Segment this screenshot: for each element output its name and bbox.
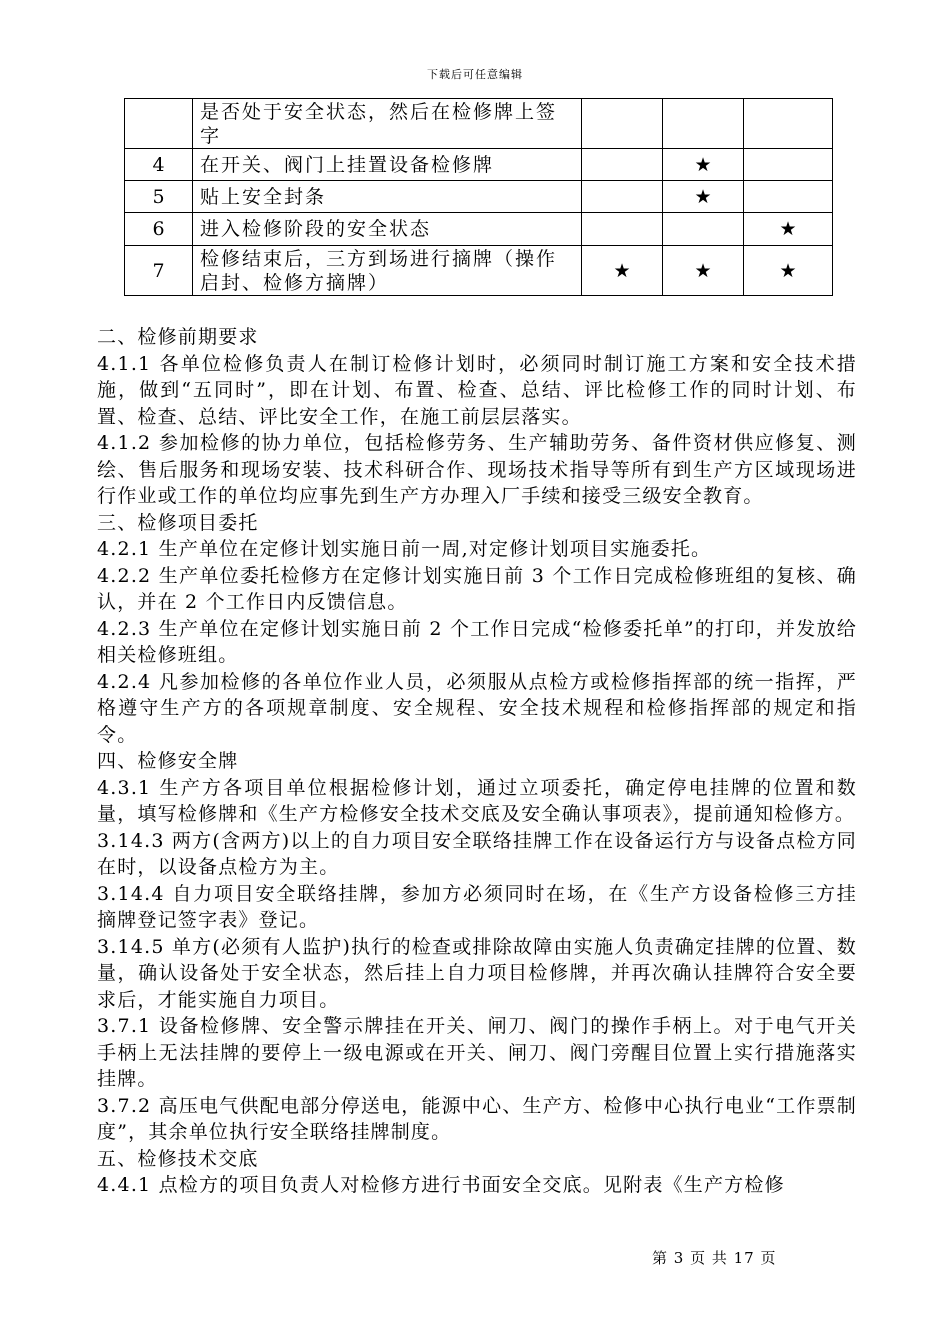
section-heading: 四、检修安全牌 (97, 750, 239, 772)
mark-cell: ★ (582, 246, 663, 296)
page-number: 第 3 页 共 17 页 (652, 1249, 777, 1267)
section-heading: 二、检修前期要求 (97, 326, 259, 348)
steps-table (124, 98, 833, 296)
mark-cell (744, 181, 833, 213)
row-description: 进入检修阶段的安全状态 (193, 213, 582, 246)
mark-cell: ★ (744, 246, 833, 296)
document-body (97, 324, 857, 1199)
mark-cell (582, 149, 663, 181)
mark-cell (582, 181, 663, 213)
page-header: 下载后可任意编辑 (427, 68, 523, 81)
row-number: 5 (125, 181, 193, 213)
table-row (125, 213, 833, 246)
row-number: 7 (125, 246, 193, 296)
mark-cell (663, 213, 744, 246)
paragraph: 4.2.4 凡参加检修的各单位作业人员，必须服从点检方或检修指挥部的统一指挥，严格遵守生产方的各项规章制度、安全规程、安全技术规程和检修指挥部的规定和指令。 (97, 670, 857, 746)
section-heading: 五、检修技术交底 (97, 1147, 259, 1170)
paragraph: 4.2.2 生产单位委托检修方在定修计划实施日前 3 个工作日完成检修班组的复核、确认，并在 2 个工作日内反馈信息。 (97, 564, 858, 613)
table-row (125, 246, 833, 296)
mark-cell (744, 149, 833, 181)
table-row (125, 99, 833, 149)
paragraph: 4.1.2 参加检修的协力单位，包括检修劳务、生产辅助劳务、备件资材供应修复、测绘、售后服务和现场安装、技术科研合作、现场技术指导等所有到生产方区域现场进行作业或工作的单位均应事先到生产方办理入厂手续和接受三级安全教育。 (97, 432, 857, 507)
table-row (125, 181, 833, 213)
mark-cell: ★ (663, 246, 744, 296)
paragraph: 3.14.4 自力项目安全联络挂牌，参加方必须同时在场，在《生产方设备检修三方挂摘牌登记签字表》登记。 (97, 882, 857, 931)
mark-cell: ★ (744, 213, 833, 246)
mark-cell: ★ (663, 181, 744, 213)
mark-cell (744, 99, 833, 149)
paragraph: 4.2.3 生产单位在定修计划实施日前 2 个工作日完成“检修委托单”的打印，并发放给相关检修班组。 (97, 617, 857, 666)
paragraph: 3.14.3 两方(含两方)以上的自力项目安全联络挂牌工作在设备运行方与设备点检方同在时，以设备点检方为主。 (97, 829, 857, 878)
mark-cell (582, 213, 663, 246)
paragraph: 4.3.1 生产方各项目单位根据检修计划，通过立项委托，确定停电挂牌的位置和数量，填写检修牌和《生产方检修安全技术交底及安全确认事项表》，提前通知检修方。 (97, 776, 857, 825)
paragraph: 4.4.1 点检方的项目负责人对检修方进行书面安全交底。见附表《生产方检修 (97, 1174, 785, 1196)
row-description: 检修结束后，三方到场进行摘牌（操作启封、检修方摘牌） (193, 246, 582, 296)
paragraph: 4.1.1 各单位检修负责人在制订检修计划时，必须同时制订施工方案和安全技术措施，做到“五同时”，即在计划、布置、检查、总结、评比检修工作的同时计划、布置、检查、总结、评比安全工作，在施工前层层落实。 (97, 352, 857, 428)
row-description: 是否处于安全状态，然后在检修牌上签字 (193, 99, 582, 149)
paragraph: 4.2.1 生产单位在定修计划实施日前一周,对定修计划项目实施委托。 (97, 538, 712, 560)
mark-cell (582, 99, 663, 149)
row-description: 在开关、阀门上挂置设备检修牌 (193, 149, 582, 181)
row-description: 贴上安全封条 (193, 181, 582, 213)
row-number: 4 (125, 149, 193, 181)
row-number: 6 (125, 213, 193, 246)
mark-cell (663, 99, 744, 149)
paragraph: 3.7.1 设备检修牌、安全警示牌挂在开关、闸刀、阀门的操作手柄上。对于电气开关手柄上无法挂牌的要停上一级电源或在开关、闸刀、阀门旁醒目位置上实行措施落实挂牌。 (97, 1015, 857, 1090)
mark-cell: ★ (663, 149, 744, 181)
row-number (125, 99, 193, 149)
table-row (125, 149, 833, 181)
paragraph: 3.14.5 单方(必须有人监护)执行的检查或排除故障由实施人负责确定挂牌的位置、数量，确认设备处于安全状态，然后挂上自力项目检修牌，并再次确认挂牌符合安全要求后，才能实施自力项目。 (97, 935, 857, 1011)
paragraph: 3.7.2 高压电气供配电部分停送电，能源中心、生产方、检修中心执行电业“工作票制度”，其余单位执行安全联络挂牌制度。 (97, 1094, 857, 1143)
section-heading: 三、检修项目委托 (97, 511, 259, 534)
